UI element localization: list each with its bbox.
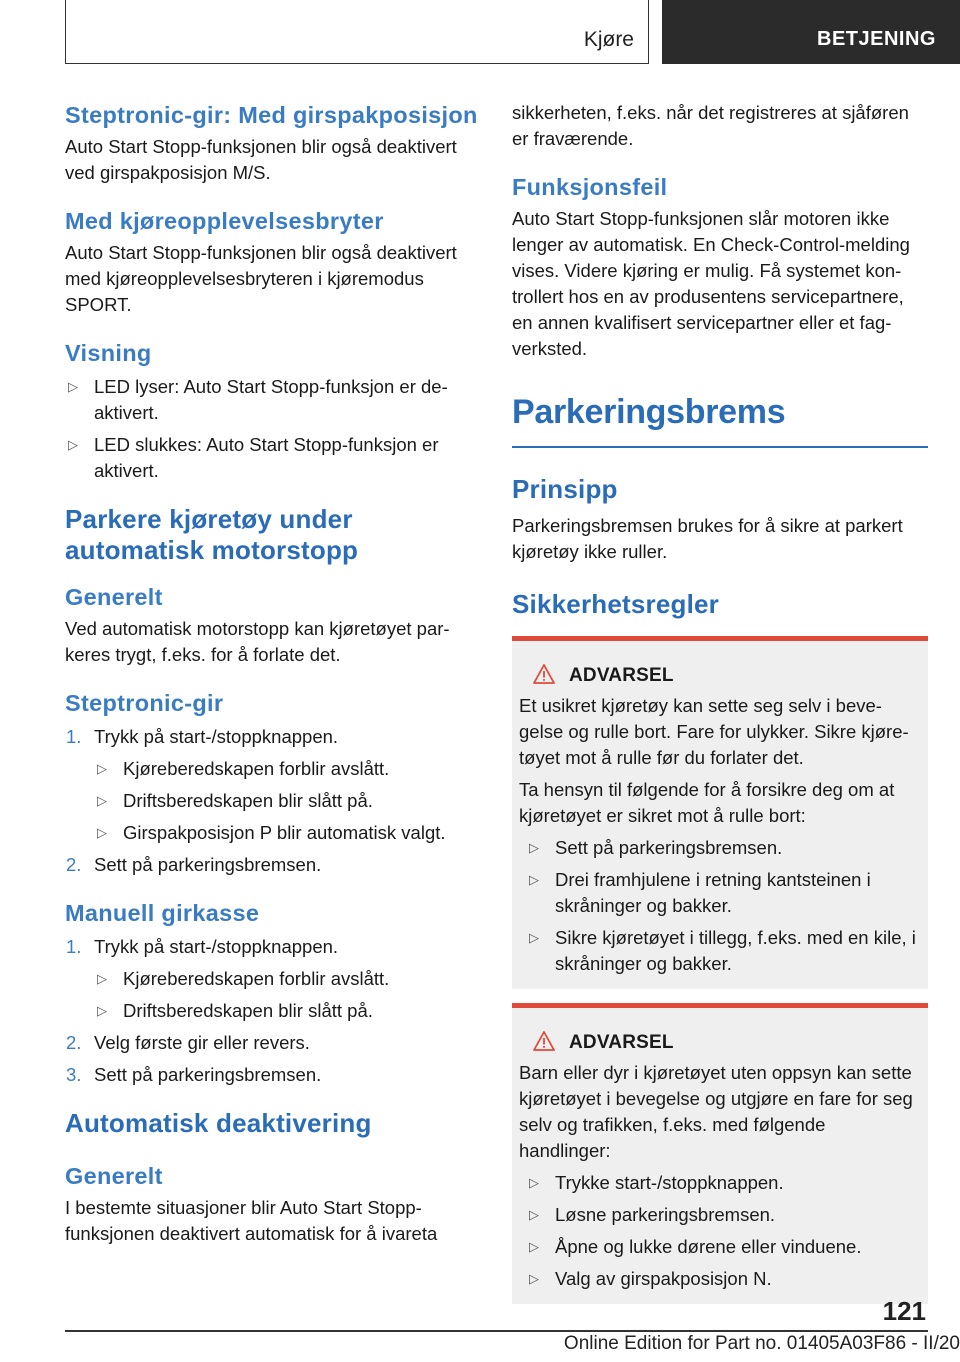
heading-principle: Prinsipp xyxy=(512,473,618,504)
header-section-box xyxy=(65,0,649,64)
list-item: ▷ Driftsberedskapen blir slått på. xyxy=(94,788,485,814)
edition-footer: Online Edition for Part no. 01405A03F86 - II/20 xyxy=(563,1333,960,1354)
list-item: ▷ Kjøreberedskapen forblir avslått. xyxy=(94,966,485,992)
page-number: 121 xyxy=(882,1296,926,1326)
list-item: ▷ LED lyser: Auto Start Stopp-funksjon er de-aktivert. xyxy=(68,376,448,423)
list-item: ▷ Drei framhjulene i retning kantsteinen i skråninger og bakker. xyxy=(529,868,871,916)
footer-rule xyxy=(65,1330,928,1332)
heading-driving-experience: Med kjøreopplevelsesbryter xyxy=(65,208,384,234)
warning-box xyxy=(512,636,928,989)
bullet-triangle-icon: ▷ xyxy=(529,1174,539,1190)
list-item: ▷ Kjøreberedskapen forblir avslått. xyxy=(94,756,485,782)
bullet-triangle-icon: ▷ xyxy=(529,1238,539,1254)
paragraph: Parkeringsbremsen brukes for å sikre at parkert kjøretøy ikke ruller. xyxy=(512,514,903,562)
numbered-item: 1. Trykk på start-/stoppknappen. xyxy=(66,726,339,747)
warning-label: ADVARSEL xyxy=(569,664,674,686)
heading-general-2: Generelt xyxy=(65,1163,163,1189)
heading-manual-gearbox: Manuell girkasse xyxy=(65,900,260,926)
heading-malfunction: Funksjonsfeil xyxy=(512,174,668,200)
list-item: ▷ LED slukkes: Auto Start Stopp-funksjon er aktivert. xyxy=(68,434,439,481)
list-item: ▷ Sett på parkeringsbremsen. xyxy=(519,835,920,861)
heading-steptronic: Steptronic-gir xyxy=(65,690,224,716)
bullet-triangle-icon: ▷ xyxy=(529,1206,539,1222)
list-item: ▷ Løsne parkeringsbremsen. xyxy=(519,1202,920,1228)
bullet-triangle-icon: ▷ xyxy=(68,379,78,394)
warning-label: ADVARSEL xyxy=(569,1031,674,1053)
header-chapter-box xyxy=(662,0,960,64)
heading-auto-deactivation: Automatisk deaktivering xyxy=(65,1108,372,1138)
bullet-triangle-icon: ▷ xyxy=(97,1003,107,1018)
bullet-triangle-icon: ▷ xyxy=(68,437,78,452)
header-chapter: BETJENING xyxy=(817,28,936,50)
bullet-triangle-icon: ▷ xyxy=(97,793,107,808)
bullet-triangle-icon: ▷ xyxy=(97,825,107,840)
list-item: ▷ Trykke start-/stoppknappen. xyxy=(519,1170,920,1196)
header-section: Kjøre xyxy=(583,28,634,51)
list-item: ▷ Sikre kjøretøyet i tillegg, f.eks. med en kile, i skråninger og bakker. xyxy=(529,926,916,974)
warning-icon xyxy=(533,664,555,684)
heading-display: Visning xyxy=(65,340,152,366)
heading-general: Generelt xyxy=(65,584,163,610)
warning-box xyxy=(512,1003,928,1304)
list-item: ▷ Åpne og lukke dørene eller vinduene. xyxy=(519,1234,920,1260)
left-column xyxy=(65,100,485,1247)
list-item: ▷ Driftsberedskapen blir slått på. xyxy=(94,998,485,1024)
bullet-triangle-icon: ▷ xyxy=(529,871,539,887)
heading-rule xyxy=(512,446,928,448)
paragraph: Auto Start Stopp-funksjonen blir også deaktivert ved girspakposisjon M/S. xyxy=(65,136,457,183)
bullet-triangle-icon: ▷ xyxy=(529,929,539,945)
numbered-item: 1. Trykk på start-/stoppknappen. xyxy=(66,936,339,957)
heading-steptronic-position: Steptronic-gir: Med girspakposisjon xyxy=(65,102,478,128)
list-item: ▷ Valg av girspakposisjon N. xyxy=(519,1266,920,1292)
paragraph: I bestemte situasjoner blir Auto Start Stopp-funksjonen deaktivert automatisk for å ivareta xyxy=(65,1197,438,1244)
bullet-triangle-icon: ▷ xyxy=(529,839,539,855)
heading-park-vehicle: Parkere kjøretøy under automatisk motorstopp xyxy=(65,504,359,565)
bullet-triangle-icon: ▷ xyxy=(97,971,107,986)
paragraph: sikkerheten, f.eks. når det registreres at sjåføren er fraværende. xyxy=(512,102,909,149)
paragraph: Ved automatisk motorstopp kan kjøretøyet par-keres trygt, f.eks. for å forlate det. xyxy=(65,618,450,665)
bullet-triangle-icon: ▷ xyxy=(97,761,107,776)
heading-safety-rules: Sikkerhetsregler xyxy=(512,588,719,619)
numbered-item: 2. Sett på parkeringsbremsen. xyxy=(66,854,322,875)
paragraph: Auto Start Stopp-funksjonen slår motoren ikke lenger av automatisk. En Check-Control-melding vises. Videre kjøring er mulig. Få systemet kon-trollert hos en av produsentens servicepartnere, en annen kvalifisert servicepartner eller et fag-verksted. xyxy=(512,208,910,359)
numbered-item: 2. Velg første gir eller revers. xyxy=(66,1032,310,1053)
warning-icon xyxy=(533,1031,555,1051)
list-item: ▷ Girspakposisjon P blir automatisk valgt. xyxy=(94,820,485,846)
paragraph: Et usikret kjøretøy kan sette seg selv i beve-gelse og rulle bort. Fare for ulykker. Sikre kjøre-tøyet mot å rulle før du forlater det. xyxy=(519,694,909,768)
paragraph: Ta hensyn til følgende for å forsikre deg om at kjøretøyet er sikret mot å rulle bort: xyxy=(519,778,895,826)
right-column xyxy=(512,100,928,1304)
paragraph: Barn eller dyr i kjøretøyet uten oppsyn kan sette kjøretøyet i bevegelse og utgjøre en fare for seg selv og trafikken, f.eks. med følgende handlinger: xyxy=(519,1061,913,1161)
bullet-triangle-icon: ▷ xyxy=(529,1270,539,1286)
heading-parking-brake: Parkeringsbrems xyxy=(512,393,786,431)
numbered-item: 3. Sett på parkeringsbremsen. xyxy=(66,1064,322,1085)
paragraph: Auto Start Stopp-funksjonen blir også deaktivert med kjøreopplevelsesbryteren i kjøremodus SPORT. xyxy=(65,242,457,315)
